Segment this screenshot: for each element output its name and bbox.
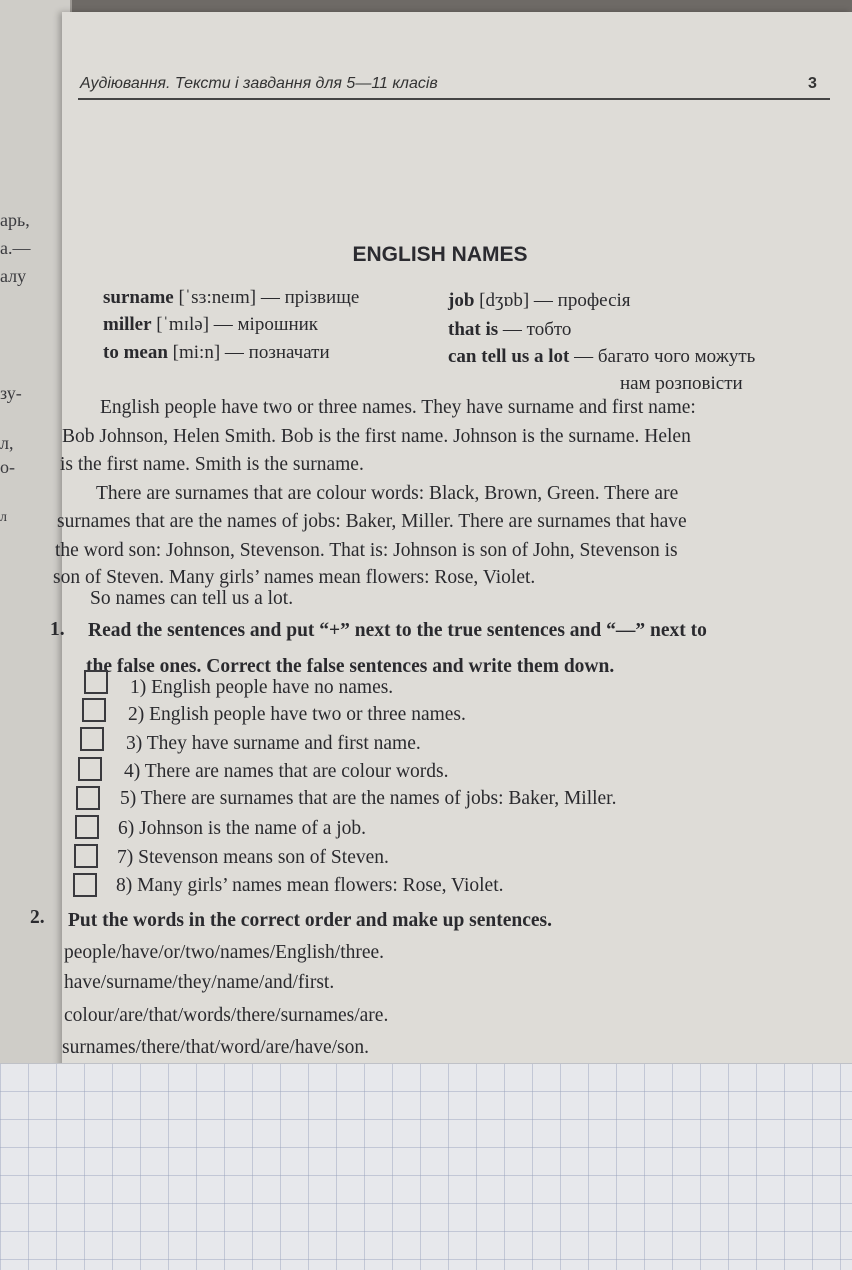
vocab-translation: — тобто	[498, 319, 572, 340]
task-number: 2.	[30, 907, 45, 928]
answer-checkbox[interactable]	[73, 873, 97, 897]
left-page-fragment: арь,	[0, 210, 30, 230]
vocab-entry	[448, 319, 571, 341]
statement-item: 6) Johnson is the name of a job.	[118, 818, 367, 839]
vocab-word: surname	[103, 287, 174, 308]
page-title: ENGLISH NAMES	[352, 243, 528, 266]
vocab-word: miller	[103, 314, 152, 335]
vocab-translation: — багато чого можуть	[569, 346, 756, 367]
text-line: There are surnames that are colour words: Black, Brown, Green. There are	[96, 483, 679, 504]
left-page-fragment: зу-	[0, 383, 22, 403]
statement-item: 1) English people have no names.	[130, 677, 394, 698]
left-page-fragment: о-	[0, 457, 15, 477]
statement-item: 3) They have surname and first name.	[126, 733, 421, 754]
statement-item: 7) Stevenson means son of Steven.	[117, 847, 389, 868]
answer-checkbox[interactable]	[75, 815, 99, 839]
task-instruction: Read the sentences and put “+” next to the true sentences and “—” next to	[88, 620, 707, 641]
text-line: English people have two or three names. They have surname and first name:	[100, 397, 696, 418]
text-line: the word son: Johnson, Stevenson. That is: Johnson is son of John, Stevenson is	[55, 540, 678, 561]
task-instruction: Put the words in the correct order and make up sentences.	[68, 910, 553, 931]
answer-checkbox[interactable]	[76, 786, 100, 810]
statement-item: 5) There are surnames that are the names of jobs: Baker, Miller.	[120, 788, 617, 809]
vocab-word: to mean	[103, 342, 168, 363]
task-instruction: the false ones. Correct the false sentences and write them down.	[86, 656, 615, 677]
vocab-word: can tell us a lot	[448, 346, 570, 367]
left-page-fragment: л,	[0, 433, 14, 453]
left-page-fragment: л	[0, 510, 7, 525]
vocab-translation: [dʒɒb] — професія	[474, 290, 631, 311]
statement-item: 4) There are names that are colour words.	[124, 761, 449, 782]
vocab-word: that is	[448, 319, 499, 340]
vocab-entry	[448, 290, 631, 312]
task-number: 1.	[50, 619, 65, 640]
answer-checkbox[interactable]	[82, 698, 106, 722]
vocab-translation: [ˈmɪlə] — мірошник	[151, 314, 319, 335]
answer-checkbox[interactable]	[74, 844, 98, 868]
vocab-entry	[103, 314, 318, 336]
vocab-entry	[103, 342, 330, 364]
scrambled-sentence: people/have/or/two/names/English/three.	[64, 942, 385, 963]
statement-item: 8) Many girls’ names mean flowers: Rose, Violet.	[116, 875, 504, 896]
answer-checkbox[interactable]	[80, 727, 104, 751]
text-line: is the first name. Smith is the surname.	[60, 454, 364, 475]
left-page-fragment: а.—	[0, 238, 31, 258]
text-line: son of Steven. Many girls’ names mean flowers: Rose, Violet.	[53, 567, 536, 588]
statement-item: 2) English people have two or three names.	[128, 704, 466, 725]
vocab-translation: [mi:n] — позначати	[167, 342, 330, 363]
header-rule	[78, 98, 830, 100]
vocab-entry	[448, 346, 755, 368]
text-line: So names can tell us a lot.	[90, 588, 294, 609]
vocab-translation: [ˈsɜ:neɪm] — прізвище	[173, 287, 360, 308]
scrambled-sentence: surnames/there/that/word/are/have/son.	[62, 1037, 370, 1058]
vocab-word: job	[448, 290, 475, 311]
text-line: surnames that are the names of jobs: Baker, Miller. There are surnames that have	[57, 511, 687, 532]
left-page-fragment: алу	[0, 266, 27, 286]
running-header: Аудіювання. Тексти і завдання для 5—11 класів	[80, 75, 438, 92]
scrambled-sentence: have/surname/they/name/and/first.	[64, 972, 335, 993]
notebook-sheet-overlay	[0, 1063, 852, 1270]
text-line: Bob Johnson, Helen Smith. Bob is the first name. Johnson is the surname. Helen	[62, 426, 691, 447]
page-number: 3	[808, 75, 817, 92]
answer-checkbox[interactable]	[78, 757, 102, 781]
scrambled-sentence: colour/are/that/words/there/surnames/are.	[64, 1005, 389, 1026]
vocab-translation-continued: нам розповісти	[620, 373, 743, 394]
answer-checkbox[interactable]	[84, 670, 108, 694]
vocab-entry	[103, 287, 359, 309]
